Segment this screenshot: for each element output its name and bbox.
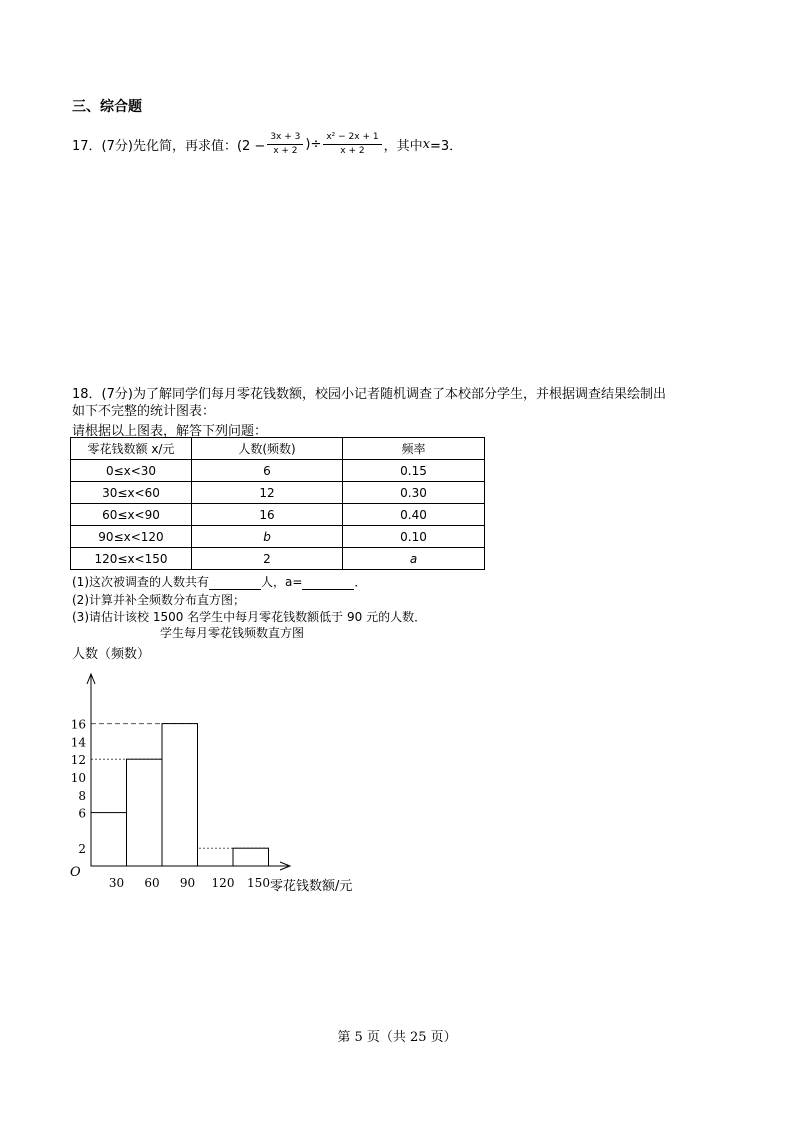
q18-sub-2: (2)计算并补全频数分布直方图； — [72, 593, 245, 607]
table-header: 频率 — [343, 438, 485, 460]
q17-variable: x — [422, 137, 430, 152]
histogram-bar — [233, 848, 269, 866]
q17-mid: )÷ — [305, 137, 322, 152]
table-cell: 120≤x<150 — [71, 548, 192, 570]
x-tick-label: 60 — [144, 876, 160, 890]
y-tick-label: 8 — [78, 788, 86, 803]
q18-text-line-2: 如下不完整的统计图表： — [72, 404, 216, 419]
answer-blank-a — [302, 576, 354, 590]
histogram-chart — [60, 660, 380, 900]
table-row — [71, 504, 485, 526]
q17-suffix-a: ，其中 — [383, 139, 423, 154]
frequency-table — [70, 437, 485, 570]
table-row — [71, 526, 485, 548]
fraction-2-numerator: x² − 2x + 1 — [323, 131, 381, 145]
question-17 — [72, 131, 462, 158]
x-tick-labels — [109, 876, 270, 890]
fraction-1 — [267, 131, 303, 158]
fraction-1-numerator: 3x + 3 — [267, 131, 303, 145]
table-row — [71, 482, 485, 504]
y-tick-label: 16 — [70, 717, 86, 732]
table-cell: 16 — [192, 504, 343, 526]
table-cell: 0.30 — [343, 482, 485, 504]
histogram-bar — [162, 724, 198, 866]
fraction-2 — [323, 131, 381, 158]
table-cell: 0≤x<30 — [71, 460, 192, 482]
x-axis-label: 零花钱数额/元 — [270, 879, 353, 894]
y-tick-label: 2 — [78, 842, 86, 857]
sub1-text-a: (1)这次被调查的人数共有 — [72, 575, 209, 589]
table-row — [71, 460, 485, 482]
table-cell: 60≤x<90 — [71, 504, 192, 526]
q18-text-line-1: 18．(7分)为了解同学们每月零花钱数额，校园小记者随机调查了本校部分学生，并根据调查结果绘制出 — [72, 387, 666, 402]
histogram-bar — [127, 759, 163, 866]
origin-label: O — [70, 865, 81, 880]
sub1-text-b: 人，a= — [261, 575, 303, 589]
table-header-row — [71, 438, 485, 460]
table-cell: a — [343, 548, 485, 570]
q17-prefix: 17．(7分)先化简，再求值：(2 − — [72, 139, 266, 154]
histogram-bar — [91, 813, 127, 866]
q18-sub-1 — [72, 573, 366, 590]
q17-suffix-b: =3． — [429, 139, 463, 154]
table-cell: 12 — [192, 482, 343, 504]
y-tick-label: 14 — [70, 735, 86, 750]
y-tick-labels — [71, 718, 87, 857]
table-cell: 0.15 — [343, 460, 485, 482]
table-row — [71, 548, 485, 570]
page-footer: 第 5 页（共 25 页） — [337, 1030, 457, 1045]
table-cell: 0.10 — [343, 526, 485, 548]
section-title: 三、综合题 — [72, 99, 142, 115]
table-cell: 6 — [192, 460, 343, 482]
fraction-2-denominator: x + 2 — [340, 146, 365, 156]
table-cell: 90≤x<120 — [71, 526, 192, 548]
table-cell: 0.40 — [343, 504, 485, 526]
table-cell: b — [192, 526, 343, 548]
table-cell: 30≤x<60 — [71, 482, 192, 504]
answer-blank-total — [209, 576, 261, 590]
q18-text-line-3: 请根据以上图表，解答下列问题： — [72, 424, 268, 439]
x-tick-label: 30 — [108, 876, 125, 890]
fraction-1-denominator: x + 2 — [273, 146, 298, 156]
x-tick-label: 150 — [247, 876, 270, 890]
table-cell: 2 — [192, 548, 343, 570]
histogram-bars — [91, 724, 269, 866]
y-tick-label: 10 — [70, 771, 86, 785]
chart-title: 学生每月零花钱频数直方图 — [160, 626, 305, 640]
y-tick-label: 12 — [70, 753, 86, 768]
table-header: 人数(频数) — [192, 438, 343, 460]
x-tick-label: 90 — [179, 876, 196, 890]
x-tick-label: 120 — [211, 876, 235, 890]
q18-sub-3: (3)请估计该校 1500 名学生中每月零花钱数额低于 90 元的人数． — [72, 610, 427, 624]
sub1-text-c: ． — [354, 575, 367, 589]
table-header: 零花钱数额 x/元 — [71, 438, 192, 460]
y-tick-label: 6 — [78, 806, 86, 821]
chart-y-axis-label: 人数（频数） — [72, 647, 151, 662]
